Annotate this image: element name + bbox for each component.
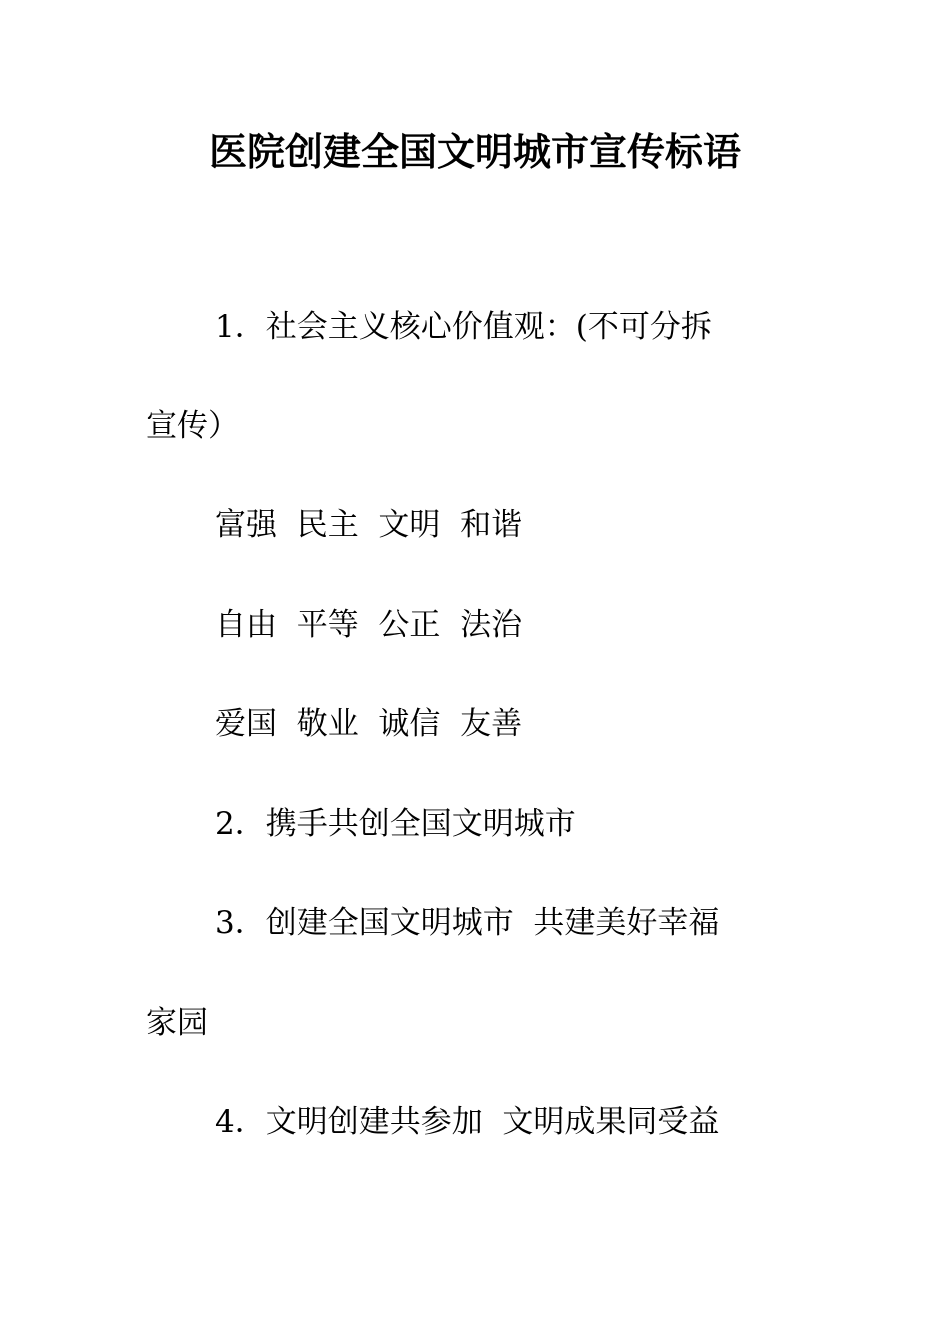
core-values-row-3: 爱国 敬业 诚信 友善 <box>215 706 523 742</box>
slogan-1-line-1: 1．社会主义核心价值观：(不可分拆 <box>215 309 712 345</box>
slogan-2: 2．携手共创全国文明城市 <box>215 806 576 842</box>
slogan-4: 4．文明创建共参加 文明成果同受益 <box>215 1104 720 1140</box>
slogan-3-line-2: 家园 <box>146 1005 208 1041</box>
slogan-3-line-1: 3．创建全国文明城市 共建美好幸福 <box>215 905 720 941</box>
core-values-row-1: 富强 民主 文明 和谐 <box>215 507 523 543</box>
slogan-1-line-2: 宣传） <box>146 408 239 444</box>
core-values-row-2: 自由 平等 公正 法治 <box>215 607 523 643</box>
document-title: 医院创建全国文明城市宣传标语 <box>208 129 741 174</box>
